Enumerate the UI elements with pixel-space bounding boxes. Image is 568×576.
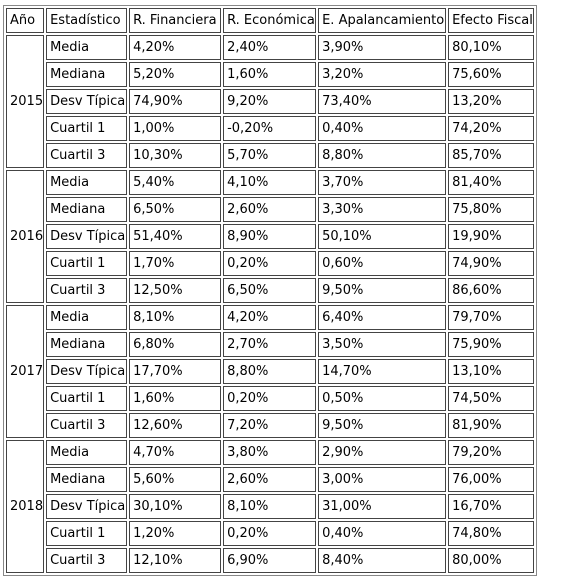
efecto-fiscal-cell: 79,70% <box>448 305 534 330</box>
r-financiera-cell: 5,60% <box>129 467 221 492</box>
r-financiera-cell: 12,50% <box>129 278 221 303</box>
table-row <box>6 35 534 60</box>
table-row <box>6 494 534 519</box>
e-apalancamiento-cell: 50,10% <box>318 224 446 249</box>
r-economica-cell: 4,10% <box>223 170 316 195</box>
efecto-fiscal-cell: 75,60% <box>448 62 534 87</box>
r-economica-cell: 0,20% <box>223 386 316 411</box>
table-row <box>6 224 534 249</box>
r-economica-cell: 2,60% <box>223 467 316 492</box>
statistics-table <box>3 5 537 576</box>
efecto-fiscal-cell: 74,80% <box>448 521 534 546</box>
statistic-cell: Cuartil 1 <box>46 251 127 276</box>
r-economica-cell: 0,20% <box>223 251 316 276</box>
statistic-cell: Cuartil 1 <box>46 521 127 546</box>
header-efecto-fiscal: Efecto Fiscal <box>448 8 534 33</box>
r-financiera-cell: 6,50% <box>129 197 221 222</box>
e-apalancamiento-cell: 0,50% <box>318 386 446 411</box>
e-apalancamiento-cell: 3,30% <box>318 197 446 222</box>
e-apalancamiento-cell: 9,50% <box>318 278 446 303</box>
e-apalancamiento-cell: 6,40% <box>318 305 446 330</box>
statistic-cell: Desv Típica <box>46 224 127 249</box>
e-apalancamiento-cell: 0,60% <box>318 251 446 276</box>
r-economica-cell: 6,50% <box>223 278 316 303</box>
r-financiera-cell: 6,80% <box>129 332 221 357</box>
r-financiera-cell: 8,10% <box>129 305 221 330</box>
efecto-fiscal-cell: 13,10% <box>448 359 534 384</box>
e-apalancamiento-cell: 3,00% <box>318 467 446 492</box>
statistic-cell: Mediana <box>46 197 127 222</box>
table-row <box>6 332 534 357</box>
r-financiera-cell: 10,30% <box>129 143 221 168</box>
table-body <box>6 35 534 573</box>
r-economica-cell: -0,20% <box>223 116 316 141</box>
r-financiera-cell: 1,00% <box>129 116 221 141</box>
statistic-cell: Cuartil 3 <box>46 548 127 573</box>
r-economica-cell: 8,90% <box>223 224 316 249</box>
efecto-fiscal-cell: 86,60% <box>448 278 534 303</box>
year-cell: 2016 <box>6 170 44 303</box>
table-row <box>6 170 534 195</box>
year-cell: 2018 <box>6 440 44 573</box>
e-apalancamiento-cell: 0,40% <box>318 521 446 546</box>
r-economica-cell: 0,20% <box>223 521 316 546</box>
statistic-cell: Desv Típica <box>46 494 127 519</box>
r-economica-cell: 7,20% <box>223 413 316 438</box>
table-row <box>6 143 534 168</box>
table-row <box>6 251 534 276</box>
table-row <box>6 89 534 114</box>
efecto-fiscal-cell: 85,70% <box>448 143 534 168</box>
efecto-fiscal-cell: 13,20% <box>448 89 534 114</box>
efecto-fiscal-cell: 79,20% <box>448 440 534 465</box>
r-economica-cell: 4,20% <box>223 305 316 330</box>
header-row <box>6 8 534 33</box>
table-row <box>6 548 534 573</box>
e-apalancamiento-cell: 8,80% <box>318 143 446 168</box>
e-apalancamiento-cell: 0,40% <box>318 116 446 141</box>
e-apalancamiento-cell: 3,20% <box>318 62 446 87</box>
statistic-cell: Media <box>46 440 127 465</box>
r-financiera-cell: 74,90% <box>129 89 221 114</box>
r-financiera-cell: 4,70% <box>129 440 221 465</box>
table-row <box>6 305 534 330</box>
header-r-economica: R. Económica <box>223 8 316 33</box>
header-year: Año <box>6 8 44 33</box>
e-apalancamiento-cell: 31,00% <box>318 494 446 519</box>
e-apalancamiento-cell: 9,50% <box>318 413 446 438</box>
r-economica-cell: 2,40% <box>223 35 316 60</box>
e-apalancamiento-cell: 73,40% <box>318 89 446 114</box>
efecto-fiscal-cell: 80,10% <box>448 35 534 60</box>
r-economica-cell: 5,70% <box>223 143 316 168</box>
statistic-cell: Cuartil 3 <box>46 278 127 303</box>
r-financiera-cell: 5,40% <box>129 170 221 195</box>
r-economica-cell: 2,70% <box>223 332 316 357</box>
header-e-apalancamiento: E. Apalancamiento <box>318 8 446 33</box>
table-row <box>6 62 534 87</box>
e-apalancamiento-cell: 3,90% <box>318 35 446 60</box>
efecto-fiscal-cell: 75,90% <box>448 332 534 357</box>
table-row <box>6 440 534 465</box>
table-row <box>6 197 534 222</box>
statistic-cell: Desv Típica <box>46 359 127 384</box>
efecto-fiscal-cell: 74,90% <box>448 251 534 276</box>
statistic-cell: Cuartil 3 <box>46 413 127 438</box>
r-economica-cell: 9,20% <box>223 89 316 114</box>
header-r-financiera: R. Financiera <box>129 8 221 33</box>
r-financiera-cell: 30,10% <box>129 494 221 519</box>
statistic-cell: Mediana <box>46 62 127 87</box>
efecto-fiscal-cell: 81,40% <box>448 170 534 195</box>
statistic-cell: Cuartil 1 <box>46 386 127 411</box>
efecto-fiscal-cell: 74,20% <box>448 116 534 141</box>
r-financiera-cell: 1,70% <box>129 251 221 276</box>
r-financiera-cell: 1,60% <box>129 386 221 411</box>
table-row <box>6 278 534 303</box>
efecto-fiscal-cell: 19,90% <box>448 224 534 249</box>
table-row <box>6 467 534 492</box>
efecto-fiscal-cell: 75,80% <box>448 197 534 222</box>
r-economica-cell: 2,60% <box>223 197 316 222</box>
r-financiera-cell: 1,20% <box>129 521 221 546</box>
year-cell: 2017 <box>6 305 44 438</box>
table-row <box>6 359 534 384</box>
e-apalancamiento-cell: 8,40% <box>318 548 446 573</box>
header-statistic: Estadístico <box>46 8 127 33</box>
table-row <box>6 413 534 438</box>
r-financiera-cell: 17,70% <box>129 359 221 384</box>
year-cell: 2015 <box>6 35 44 168</box>
r-financiera-cell: 12,60% <box>129 413 221 438</box>
table-row <box>6 116 534 141</box>
table-row <box>6 521 534 546</box>
efecto-fiscal-cell: 76,00% <box>448 467 534 492</box>
e-apalancamiento-cell: 2,90% <box>318 440 446 465</box>
r-economica-cell: 6,90% <box>223 548 316 573</box>
efecto-fiscal-cell: 16,70% <box>448 494 534 519</box>
r-financiera-cell: 4,20% <box>129 35 221 60</box>
table-row <box>6 386 534 411</box>
statistic-cell: Cuartil 3 <box>46 143 127 168</box>
e-apalancamiento-cell: 3,50% <box>318 332 446 357</box>
statistic-cell: Desv Típica <box>46 89 127 114</box>
statistic-cell: Media <box>46 35 127 60</box>
statistic-cell: Media <box>46 305 127 330</box>
statistic-cell: Mediana <box>46 332 127 357</box>
statistic-cell: Media <box>46 170 127 195</box>
efecto-fiscal-cell: 81,90% <box>448 413 534 438</box>
efecto-fiscal-cell: 74,50% <box>448 386 534 411</box>
r-economica-cell: 1,60% <box>223 62 316 87</box>
statistic-cell: Cuartil 1 <box>46 116 127 141</box>
r-financiera-cell: 5,20% <box>129 62 221 87</box>
efecto-fiscal-cell: 80,00% <box>448 548 534 573</box>
statistic-cell: Mediana <box>46 467 127 492</box>
r-economica-cell: 8,10% <box>223 494 316 519</box>
r-economica-cell: 8,80% <box>223 359 316 384</box>
r-financiera-cell: 51,40% <box>129 224 221 249</box>
e-apalancamiento-cell: 3,70% <box>318 170 446 195</box>
r-financiera-cell: 12,10% <box>129 548 221 573</box>
r-economica-cell: 3,80% <box>223 440 316 465</box>
e-apalancamiento-cell: 14,70% <box>318 359 446 384</box>
